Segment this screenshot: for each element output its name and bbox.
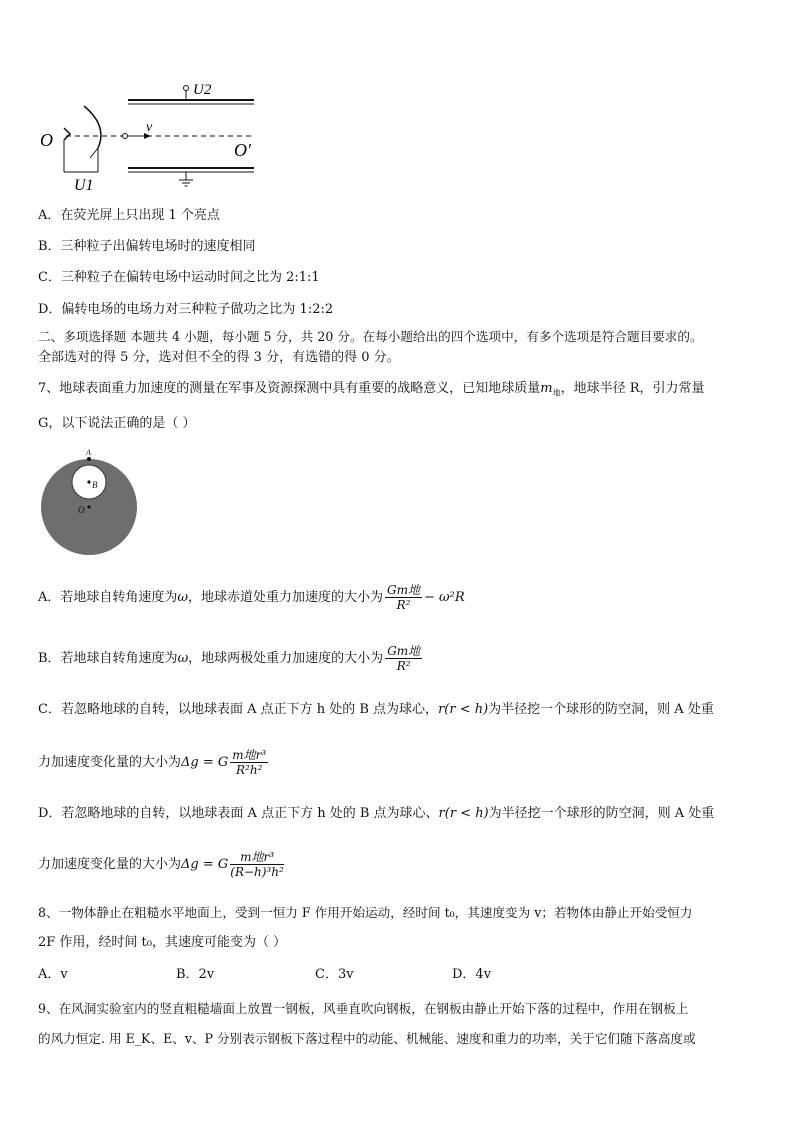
mass-subscript: 地 xyxy=(552,388,561,398)
q9-stem-line1: 9、在风洞实验室内的竖直粗糙墙面上放置一钢板，风垂直吹向钢板，在钢板由静止开始下落的过程中，作用在钢板上 xyxy=(38,1001,689,1016)
label-U1: U1 xyxy=(74,177,94,194)
gm-over-r2-fraction: $\frac{\text{Gm地}}{\text{R²}}$ xyxy=(387,583,420,612)
point-O-label: O xyxy=(78,505,85,515)
q7-option-b: B．若地球自转角速度为ω，地球两极处重力加速度的大小为 $\frac{\text{Gm地}}{\text{R²}}$ xyxy=(38,644,421,673)
q7-option-d-line2: 力加速度变化量的大小为Δg = G $\frac{\text{m地r³}}{\text{(R−h)³h²}}$ xyxy=(38,850,284,879)
q8-option-b: B．2v xyxy=(176,967,215,982)
q8-stem-line1: 8、一物体静止在粗糙水平地面上，受到一恒力 F 作用开始运动，经时间 t₀，其速度变为 v；若物体由静止开始受恒力 xyxy=(38,905,693,920)
delta-g-fraction-c: $\frac{\text{m地r³}}{\text{R²h²}}$ xyxy=(232,748,267,777)
label-O: O xyxy=(40,130,53,150)
q7-option-c-line1: C．若忽略地球的自转，以地球表面 A 点正下方 h 处的 B 点为球心，r(r < h)为半径挖一个球形的防空洞，则 A 处重 xyxy=(38,702,714,717)
label-v: v xyxy=(146,120,153,135)
section2-line1: 二、多项选择题 本题共 4 小题，每小题 5 分，共 20 分。在每小题给出的四个选项中，有多个选项是符合题目要求的。 xyxy=(38,329,703,344)
earth-cavity-figure xyxy=(36,446,142,558)
q7-option-c-line2: 力加速度变化量的大小为Δg = G $\frac{\text{m地r³}}{\text{R²h²}}$ xyxy=(38,748,267,777)
section2-line2: 全部选对的得 5 分，选对但不全的得 3 分，有选错的得 0 分。 xyxy=(38,350,400,365)
mass-symbol: m xyxy=(540,381,553,396)
q7-stem1-post: ，地球半径 R，引力常量 xyxy=(560,381,705,396)
deflection-field-figure xyxy=(36,76,266,196)
q7-option-a: A．若地球自转角速度为ω，地球赤道处重力加速度的大小为 $\frac{\text{Gm地}}{\text{R²}}$ − ω²R xyxy=(38,583,465,612)
point-B-label: B xyxy=(92,480,98,490)
q6-option-c: C．三种粒子在偏转电场中运动时间之比为 2:1:1 xyxy=(38,270,320,285)
q8-option-c: C．3v xyxy=(315,967,354,982)
q6-option-d: D．偏转电场的电场力对三种粒子做功之比为 1:2:2 xyxy=(38,302,334,317)
q7-stem-line1 xyxy=(38,381,705,402)
gm-over-r2-fraction-b: $\frac{\text{Gm地}}{\text{R²}}$ xyxy=(387,644,421,673)
q6-option-b: B．三种粒子出偏转电场时的速度相同 xyxy=(38,239,256,254)
q7-stem-line2: G，以下说法正确的是（ ） xyxy=(38,416,196,431)
omega-symbol: ω xyxy=(177,590,188,605)
q6-option-a: A．在荧光屏上只出现 1 个亮点 xyxy=(38,208,220,223)
q8-option-d: D．4v xyxy=(452,967,492,982)
q8-option-a: A．v xyxy=(38,967,68,982)
q7-stem1-pre: 7、地球表面重力加速度的测量在军事及资源探测中具有重要的战略意义，已知地球质量 xyxy=(38,381,541,396)
delta-g-fraction-d: $\frac{\text{m地r³}}{\text{(R−h)³h²}}$ xyxy=(230,850,284,879)
label-U2: U2 xyxy=(193,82,212,98)
q8-stem-line2: 2F 作用，经时间 t₀，其速度可能变为（ ） xyxy=(38,935,287,950)
q7-option-d-line1: D．若忽略地球的自转，以地球表面 A 点正下方 h 处的 B 点为球心、r(r < h)为半径挖一个球形的防空洞，则 A 处重 xyxy=(38,806,715,821)
q9-stem-line2: 的风力恒定. 用 E_K、E、v、P 分别表示钢板下落过程中的动能、机械能、速度和重力的功率，关于它们随下落高度或 xyxy=(38,1031,696,1046)
label-O-prime: O′ xyxy=(234,140,251,160)
point-A-label: A xyxy=(86,448,91,457)
